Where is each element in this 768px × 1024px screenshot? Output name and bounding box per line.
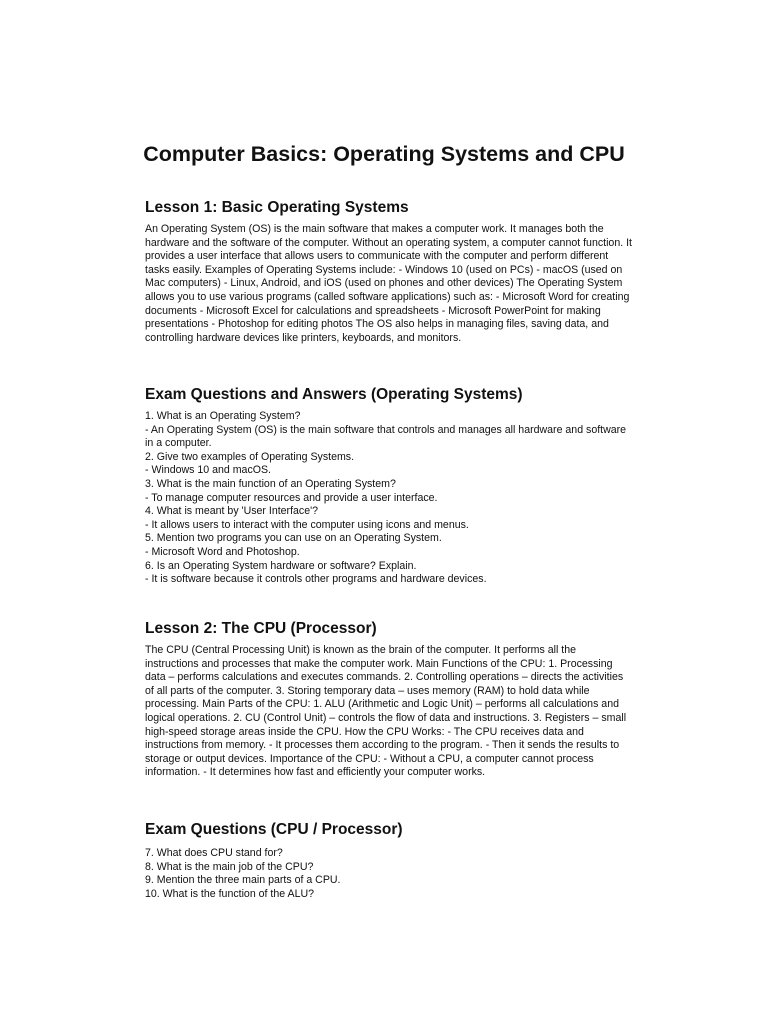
lesson1-body: An Operating System (OS) is the main software that makes a computer work. It manages both the hardware and the software of the computer. Without an operating system, a computer cannot function. It provides a user interface that allows users to communicate with the computer and perform different tasks easily. Examples of Operating Systems include: - Windows 10 (used on PCs) - macOS (used on Mac computers) - Linux, Android, and iOS (used on phones and other devices) The Operating System allows you to use various programs (called software applications) such as: - Microsoft Word for creating documents - Microsoft Excel for calculations and spreadsheets - Microsoft PowerPoint for making presentations - Photoshop for editing photos The OS also helps in managing files, saving data, and controlling hardware devices like printers, keyboards, and monitors. [145, 223, 632, 344]
exam1-line: 5. Mention two programs you can use on an Operating System. [145, 532, 442, 545]
exam1-line: 1. What is an Operating System? [145, 410, 301, 422]
exam1-line: 6. Is an Operating System hardware or software? Explain. [145, 559, 417, 572]
exam1-line: - It allows users to interact with the computer using icons and menus. [145, 518, 469, 531]
exam1-heading: Exam Questions and Answers (Operating Systems) [145, 386, 523, 403]
exam1-line: 4. What is meant by 'User Interface'? [145, 505, 319, 518]
exam2-line: 7. What does CPU stand for? [145, 847, 283, 859]
exam1-line: 3. What is the main function of an Operating System? [145, 477, 396, 490]
exam1-line: - It is software because it controls other programs and hardware devices. [145, 573, 487, 586]
document-title: Computer Basics: Operating Systems and CPU [143, 142, 625, 166]
exam1-list [145, 410, 632, 587]
exam2-line: 10. What is the function of the ALU? [145, 887, 315, 900]
exam2-line: 9. Mention the three main parts of a CPU. [145, 874, 341, 887]
lesson2-heading: Lesson 2: The CPU (Processor) [145, 620, 377, 637]
exam2-list [145, 847, 632, 901]
exam2-line: 8. What is the main job of the CPU? [145, 860, 314, 873]
exam1-line: - An Operating System (OS) is the main software that controls and manages all hardware and software in a computer. [145, 423, 627, 450]
exam1-line: 2. Give two examples of Operating Systems. [145, 450, 355, 463]
exam1-line: - To manage computer resources and provide a user interface. [145, 491, 438, 504]
exam1-line: - Microsoft Word and Photoshop. [145, 545, 300, 558]
exam2-heading: Exam Questions (CPU / Processor) [145, 821, 403, 838]
exam1-line: - Windows 10 and macOS. [145, 464, 271, 477]
lesson1-heading: Lesson 1: Basic Operating Systems [145, 199, 409, 216]
lesson2-body: The CPU (Central Processing Unit) is known as the brain of the computer. It performs all the instructions and processes that make the computer work. Main Functions of the CPU: 1. Processing data – performs calculations and executes commands. 2. Controlling operations – directs the activities of all parts of the computer. 3. Storing temporary data – uses memory (RAM) to hold data while processing. Main Parts of the CPU: 1. ALU (Arithmetic and Logic Unit) – performs all calculations and logical operations. 2. CU (Control Unit) – controls the flow of data and instructions. 3. Registers – small high-speed storage areas inside the CPU. How the CPU Works: - The CPU receives data and instructions from memory. - It processes them according to the program. - Then it sends the results to storage or output devices. Importance of the CPU: - Without a CPU, a computer cannot process information. - It determines how fast and efficiently your computer works. [145, 644, 627, 779]
